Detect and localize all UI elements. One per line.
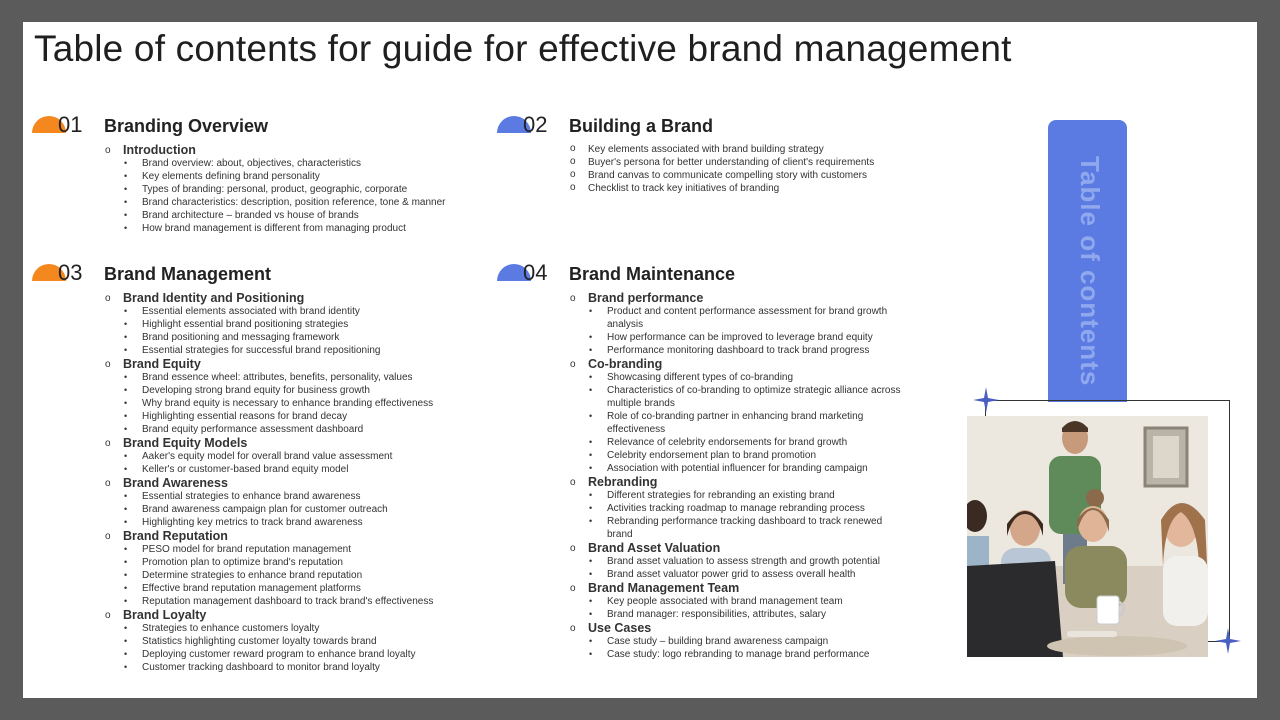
topic-label: Brand Equity	[123, 357, 201, 371]
list-item: • Brand asset valuation to assess strength and growth potential	[569, 555, 909, 568]
section-number-badge	[32, 110, 90, 140]
list-item: • Brand equity performance assessment dashboard	[104, 423, 504, 436]
page-title: Table of contents for guide for effective brand management	[34, 28, 1012, 69]
topic-label: Brand Management Team	[588, 581, 740, 595]
circle-bullet-icon: o	[570, 583, 576, 594]
topic-label: Use Cases	[588, 621, 652, 635]
sub-list	[569, 635, 909, 661]
section-title: Building a Brand	[569, 116, 713, 136]
sub-list	[104, 157, 504, 235]
topic	[569, 581, 909, 621]
list-item: • How brand management is different from managing product	[104, 222, 504, 235]
topic	[104, 143, 504, 235]
topic	[104, 436, 504, 476]
section-number: 01	[58, 112, 83, 137]
list-item: • Highlight essential brand positioning strategies	[104, 318, 504, 331]
topic-label: Brand Reputation	[123, 529, 228, 543]
topic-label: Brand Equity Models	[123, 436, 248, 450]
banner-text: Table of contents	[1075, 156, 1105, 387]
sparkle-star-icon	[1215, 628, 1241, 654]
list-item: • Characteristics of co-branding to optimize strategic alliance across multiple brands	[569, 384, 909, 410]
list-item: • Types of branding: personal, product, geographic, corporate	[104, 183, 504, 196]
list-item: • Reputation management dashboard to track brand's effectiveness	[104, 595, 504, 608]
topic-label: Brand Asset Valuation	[588, 541, 721, 555]
list-item: • Developing strong brand equity for business growth	[104, 384, 504, 397]
sub-list	[104, 305, 504, 357]
list-item: • Rebranding performance tracking dashboard to track renewed brand	[569, 515, 909, 541]
list-item: • Promotion plan to optimize brand's reputation	[104, 556, 504, 569]
list-item: • Strategies to enhance customers loyalty	[104, 622, 504, 635]
sub-list	[569, 595, 909, 621]
topic	[569, 541, 909, 581]
list-item: • Activities tracking roadmap to manage rebranding process	[569, 502, 909, 515]
list-item: • Brand overview: about, objectives, characteristics	[104, 157, 504, 170]
topic	[569, 291, 909, 357]
section-number-badge	[497, 258, 555, 288]
list-item: • Product and content performance assessment for brand growth analysis	[569, 305, 909, 331]
section-number: 03	[58, 260, 83, 285]
list-item: • Why brand equity is necessary to enhance branding effectiveness	[104, 397, 504, 410]
section-number-badge	[497, 110, 555, 140]
list-item: • How performance can be improved to leverage brand equity	[569, 331, 909, 344]
list-item: • Brand positioning and messaging framework	[104, 331, 504, 344]
slide	[23, 22, 1257, 698]
topic	[104, 357, 504, 436]
list-item: • Performance monitoring dashboard to track brand progress	[569, 344, 909, 357]
topic-list	[104, 291, 504, 674]
list-item: • Brand essence wheel: attributes, benefits, personality, values	[104, 371, 504, 384]
section-brand-management	[58, 260, 504, 674]
section-building-a-brand	[523, 112, 949, 195]
topic-list	[569, 291, 909, 661]
circle-bullet-icon: o	[570, 623, 576, 634]
list-item: • Statistics highlighting customer loyalty towards brand	[104, 635, 504, 648]
sub-list	[104, 622, 504, 674]
list-item: • Essential elements associated with brand identity	[104, 305, 504, 318]
circle-bullet-icon: o	[570, 543, 576, 554]
section-number: 04	[523, 260, 548, 285]
table-of-contents-banner	[1048, 120, 1127, 402]
section-brand-maintenance	[523, 260, 909, 661]
circle-bullet-icon: o	[105, 359, 111, 370]
circle-bullet-icon: o	[105, 478, 111, 489]
section-title: Branding Overview	[104, 116, 269, 136]
sub-list	[104, 543, 504, 608]
team-meeting-illustration	[967, 416, 1208, 657]
circle-bullet-icon: o	[105, 531, 111, 542]
topic	[569, 621, 909, 661]
section-number: 02	[523, 112, 548, 137]
list-item: • Different strategies for rebranding an existing brand	[569, 489, 909, 502]
list-item: • Showcasing different types of co-branding	[569, 371, 909, 384]
list-item: • Key elements defining brand personality	[104, 170, 504, 183]
sub-list	[104, 450, 504, 476]
circle-bullet-icon: o	[570, 477, 576, 488]
list-item: • Brand manager: responsibilities, attributes, salary	[569, 608, 909, 621]
list-item: • Brand characteristics: description, position reference, tone & manner	[104, 196, 504, 209]
list-item: • Essential strategies for successful brand repositioning	[104, 344, 504, 357]
list-item: • Brand awareness campaign plan for customer outreach	[104, 503, 504, 516]
list-item: o Brand canvas to communicate compelling story with customers	[569, 169, 949, 182]
circle-bullet-icon: o	[570, 359, 576, 370]
list-item: • Determine strategies to enhance brand reputation	[104, 569, 504, 582]
list-item: • Association with potential influencer for branding campaign	[569, 462, 909, 475]
sub-list	[104, 371, 504, 436]
list-item: o Key elements associated with brand building strategy	[569, 143, 949, 156]
topic-label: Brand Awareness	[123, 476, 228, 490]
topic	[104, 608, 504, 674]
topic-label: Brand Identity and Positioning	[123, 291, 305, 305]
list-item: • Highlighting essential reasons for brand decay	[104, 410, 504, 423]
topic-label: Co-branding	[588, 357, 663, 371]
section-title: Brand Maintenance	[569, 264, 736, 284]
circle-bullet-icon: o	[105, 438, 111, 449]
list-item: • Keller's or customer-based brand equity model	[104, 463, 504, 476]
section-number-badge	[32, 258, 90, 288]
topic	[104, 529, 504, 608]
topic-list	[104, 143, 504, 235]
list-item: • Essential strategies to enhance brand awareness	[104, 490, 504, 503]
list-item: • Case study – building brand awareness campaign	[569, 635, 909, 648]
list-item: • Brand architecture – branded vs house of brands	[104, 209, 504, 222]
topic-label: Brand performance	[588, 291, 704, 305]
list-item: • Highlighting key metrics to track brand awareness	[104, 516, 504, 529]
sparkle-star-icon	[973, 387, 999, 413]
sub-list	[569, 305, 909, 357]
sub-list	[569, 371, 909, 475]
topic	[104, 476, 504, 529]
list-item: • Role of co-branding partner in enhancing brand marketing effectiveness	[569, 410, 909, 436]
list-item: • Deploying customer reward program to enhance brand loyalty	[104, 648, 504, 661]
topic	[569, 475, 909, 541]
topic-label: Brand Loyalty	[123, 608, 207, 622]
sub-list	[569, 555, 909, 581]
section-branding-overview	[58, 112, 504, 235]
topic-label: Rebranding	[588, 475, 658, 489]
topic	[104, 291, 504, 357]
list-item: o Checklist to track key initiatives of branding	[569, 182, 949, 195]
list-item: • Key people associated with brand management team	[569, 595, 909, 608]
list-item: o Buyer's persona for better understanding of client's requirements	[569, 156, 949, 169]
list-item: • Aaker's equity model for overall brand value assessment	[104, 450, 504, 463]
list-item: • Brand asset valuator power grid to assess overall health	[569, 568, 909, 581]
list-item: • Customer tracking dashboard to monitor brand loyalty	[104, 661, 504, 674]
list-item: • Celebrity endorsement plan to brand promotion	[569, 449, 909, 462]
circle-bullet-icon: o	[105, 145, 111, 156]
team-photo	[967, 416, 1208, 657]
circle-bullet-icon: o	[570, 293, 576, 304]
list-item: • Relevance of celebrity endorsements for brand growth	[569, 436, 909, 449]
list-item: • Case study: logo rebranding to manage brand performance	[569, 648, 909, 661]
topic-label: Introduction	[123, 143, 196, 157]
sub-list	[104, 490, 504, 529]
list-item: • Effective brand reputation management platforms	[104, 582, 504, 595]
sub-list	[569, 489, 909, 541]
circle-bullet-icon: o	[105, 293, 111, 304]
circle-bullet-icon: o	[105, 610, 111, 621]
topic-list	[569, 143, 949, 195]
list-item: • PESO model for brand reputation management	[104, 543, 504, 556]
section-title: Brand Management	[104, 264, 272, 284]
topic	[569, 357, 909, 475]
